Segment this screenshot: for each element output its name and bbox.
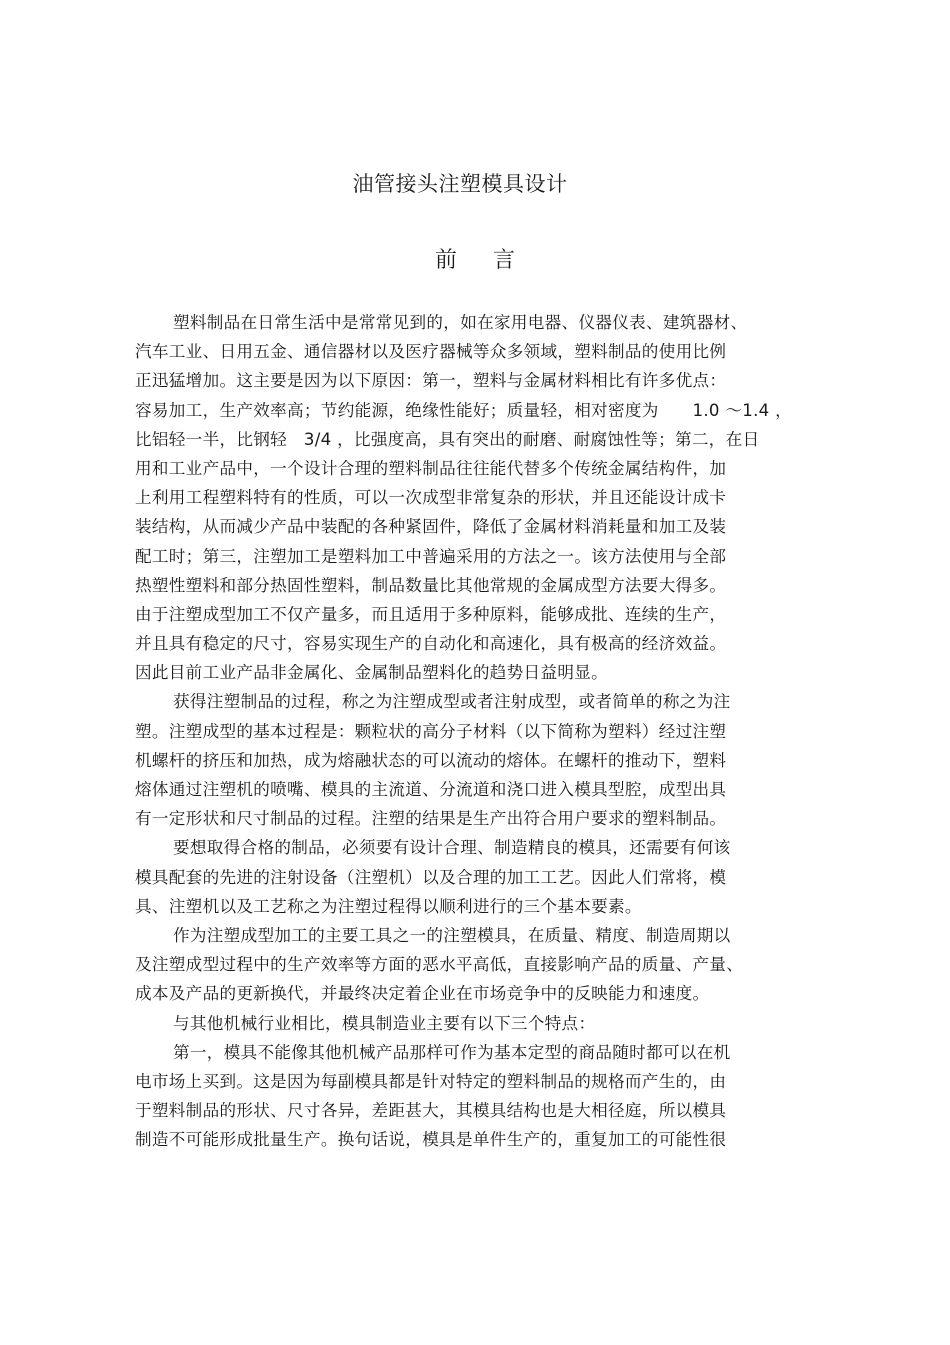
text-line: 获得注塑制品的过程，称之为注塑成型或者注射成型，或者简单的称之为注 <box>173 692 731 712</box>
text-line: 作为注塑成型加工的主要工具之一的注塑模具，在质量、精度、制造周期以 <box>173 925 731 945</box>
text-line: 并且具有稳定的尺寸，容易实现生产的自动化和高速化，具有极高的经济效益。 <box>135 634 727 654</box>
text-line: 塑。注塑成型的基本过程是：颗粒状的高分子材料（以下简称为塑料）经过注塑 <box>135 721 727 741</box>
text-line: 容易加工，生产效率高；节约能源，绝缘性能好；质量轻，相对密度为 1.0 ～1.4 ， <box>135 400 793 420</box>
text-line: 正迅猛增加。这主要是因为以下原因：第一，塑料与金属材料相比有许多优点： <box>135 371 727 391</box>
text-line: 机螺杆的挤压和加热，成为熔融状态的可以流动的熔体。在螺杆的推动下，塑料 <box>135 750 727 770</box>
text-line: 塑料制品在日常生活中是常常见到的，如在家用电器、仪器仪表、建筑器材、 <box>173 313 748 332</box>
text-line: 电市场上买到。这是因为每副模具都是针对特定的塑料制品的规格而产生的，由 <box>135 1071 727 1091</box>
text-line: 由于注塑成型加工不仅产量多，而且适用于多种原料，能够成批、连续的生产， <box>135 604 727 624</box>
text-line: 具、注塑机以及工艺称之为注塑过程得以顺利进行的三个基本要素。 <box>135 896 642 916</box>
text-line: 第一，模具不能像其他机械产品那样可作为基本定型的商品随时都可以在机 <box>173 1042 731 1062</box>
text-line: 与其他机械行业相比，模具制造业主要有以下三个特点： <box>173 1013 596 1033</box>
section-heading: 前言 <box>434 248 551 273</box>
text-line: 要想取得合格的制品，必须要有设计合理、制造精良的模具，还需要有何该 <box>173 838 731 858</box>
text-line: 上利用工程塑料特有的性质，可以一次成型非常复杂的形状，并且还能设计成卡 <box>135 488 727 508</box>
text-line: 有一定形状和尺寸制品的过程。注塑的结果是生产出符合用户要求的塑料制品。 <box>135 809 727 829</box>
document-body <box>135 308 815 1154</box>
text-line: 成本及产品的更新换代，并最终决定着企业在市场竞争中的反映能力和速度。 <box>135 984 710 1004</box>
text-line: 制造不可能形成批量生产。换句话说，模具是单件生产的，重复加工的可能性很 <box>135 1130 727 1150</box>
text-line: 模具配套的先进的注射设备（注塑机）以及合理的加工工艺。因此人们常将，模 <box>135 867 727 887</box>
text-line: 熔体通过注塑机的喷嘴、模具的主流道、分流道和浇口进入模具型腔，成型出具 <box>135 780 727 799</box>
text-line: 及注塑成型过程中的生产效率等方面的恶水平高低，直接影响产品的质量、产量、 <box>135 955 744 975</box>
text-line: 因此目前工业产品非金属化、金属制品塑料化的趋势日益明显。 <box>135 663 609 683</box>
text-line: 配工时；第三，注塑加工是塑料加工中普遍采用的方法之一。该方法使用与全部 <box>135 546 727 566</box>
document-title: 油管接头注塑模具设计 <box>352 172 568 196</box>
text-line: 热塑性塑料和部分热固性塑料，制品数量比其他常规的金属成型方法要大得多。 <box>135 575 727 595</box>
text-line: 比铝轻一半，比钢轻 3/4 ，比强度高，具有突出的耐磨、耐腐蚀性等；第二，在日 <box>135 429 760 449</box>
text-line: 汽车工业、日用五金、通信器材以及医疗器械等众多领域，塑料制品的使用比例 <box>135 342 727 362</box>
text-line: 装结构，从而减少产品中装配的各种紧固件，降低了金属材料消耗量和加工及装 <box>135 517 727 537</box>
text-line: 于塑料制品的形状、尺寸各异，差距甚大，其模具结构也是大相径庭，所以模具 <box>135 1101 727 1121</box>
text-line: 用和工业产品中，一个设计合理的塑料制品往往能代替多个传统金属结构件，加 <box>135 458 727 478</box>
